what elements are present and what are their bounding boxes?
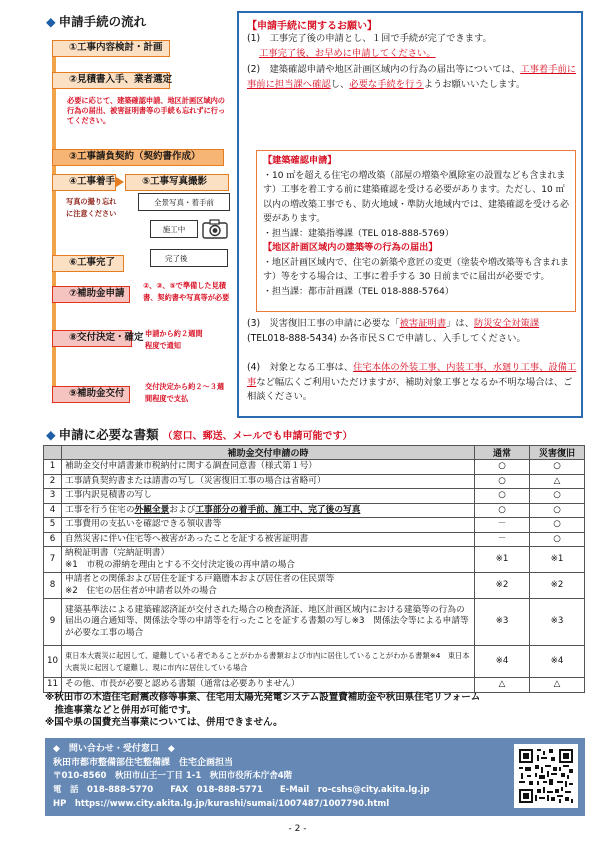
request-item-3: (3) 災害復旧工事の申請に必要な「被害証明書」は、防災安全対策課(TEL018-888-5434) か各市民ＳＣで申請し、入手してください。	[247, 318, 540, 344]
header-item: 補助金交付申請の時	[62, 446, 475, 460]
flow-note-step9: 交付決定から約２～３週間程度で支払	[145, 382, 225, 403]
table-row: 4 工事を行う住宅の外観全景および工事部分の着手前、施工中、完了後の写真 ○ ○	[44, 503, 585, 518]
table-row: 2 工事請負契約書または請書の写し（災害復旧工事の場合は省略可） ○ △	[44, 474, 585, 489]
district-plan-contact: ・担当課：都市計画課（TEL 018-888-5764）	[263, 286, 454, 297]
table-row: 5 工事費用の支払いを確認できる領収書等 － ○	[44, 518, 585, 533]
request-notice-box	[237, 11, 583, 418]
request-item-4: (4) 対象となる工事は、住宅本体の外装工事、内装工事、水廻り工事、設備工事など幅広くご利用いただけますが、補助対象工事となるか不明な場合は、ご相談ください。	[247, 362, 577, 402]
building-confirmation-heading: 【建築確認申請】	[263, 155, 337, 166]
contact-panel	[45, 738, 585, 816]
table-row: 8 申請者との関係および居住を証する戸籍謄本および居住者の住民票等 ※2 住宅の居住者が申請者以外の場合 ※2 ※2	[44, 573, 585, 599]
building-confirmation-contact: ・担当課：建築指導課（TEL 018-888-5769）	[263, 228, 454, 239]
request-item-2: (2) 建築確認申請や地区計画区域内の行為の届出等については、工事着手前に事前に担当課へ確認し、必要な手続を行うようお願いいたします。	[247, 64, 577, 90]
docs-section-title: ◆ 申請に必要な書類 （窓口、郵送、メールでも申請可能です）	[46, 427, 353, 442]
flow-step-3: ③工事請負契約（契約書作成）	[52, 149, 224, 166]
request-title: 【申請手続に関するお願い】	[247, 21, 377, 32]
table-header-row	[44, 446, 585, 460]
flow-note-step7: ②、③、⑤で準備した見積書、契約書や写真等が必要	[143, 281, 230, 302]
flow-note-step2: 必要に応じて、建築確認申請、地区計画区域内の行為の届出、被害証明書等の手続も忘れずに行ってください。	[67, 96, 226, 125]
table-row: 1 補助金交付申請書兼市税納付に関する調査同意書（様式第１号） ○ ○	[44, 460, 585, 475]
table-row: 11 その他、市長が必要と認める書類（通常は必要ありません） △ △	[44, 678, 585, 693]
header-normal: 通常	[475, 446, 530, 460]
header-disaster: 災害復旧	[530, 446, 585, 460]
photo-label-after: 完了後	[150, 249, 228, 267]
flow-note-photo: 写真の撮り忘れに注意ください	[66, 197, 117, 218]
contact-title: ◆ 問い合わせ・受付窓口 ◆	[53, 744, 175, 754]
district-plan-body: ・地区計画区域内で、住宅の新築や意匠の変更（塗装や増改築等も含まれます）等をする場合は、工事に着手する 30 日前までに届出が必要です。	[263, 257, 569, 282]
footnotes: ※秋田市の木造住宅耐震改修等事業、住宅用太陽光発電システム設置費補助金や秋田県住宅リフォーム 推進事業などと併用が可能です。 ※国や県の国費充当事業については、併用できません。	[45, 692, 481, 728]
flow-step-9: ⑨補助金交付	[52, 386, 130, 403]
flow-note-step8: 申請から約２週間程度で通知	[145, 329, 203, 350]
table-row: 6 自然災害に伴い住宅等へ被害があったことを証する被害証明書 － ○	[44, 532, 585, 547]
diamond-icon: ◆	[46, 427, 56, 442]
header-no	[44, 446, 62, 460]
contact-homepage-link[interactable]: HP https://www.city.akita.lg.jp/kurashi/sumai/1007487/1007790.html	[53, 799, 390, 809]
flow-step-2: ②見積書入手、業者選定	[52, 72, 170, 89]
table-row: 7 納税証明書（完納証明書） ※1 市税の滞納を理由とする不交付決定後の再申請の場合 ※1 ※1	[44, 547, 585, 573]
district-plan-heading: 【地区計画区域内の建築等の行為の届出】	[263, 242, 438, 253]
flow-step-6: ⑥工事完了	[52, 255, 124, 272]
table-row: 10 東日本大震災に起因して、避難している者であることがわかる書類および市内に居住していることがわかる書類※4 東日本大震災に起因して避難し、現に市内に居住している場合 ※4 ※4	[44, 646, 585, 678]
required-documents-table	[43, 445, 585, 693]
arrow-right-icon	[116, 177, 124, 187]
flow-step-7: ⑦補助金申請	[52, 286, 130, 303]
photo-label-before: 全景写真・着手前	[138, 193, 230, 211]
contact-phone-email: 電 話 018-888-5770 FAX 018-888-5771 E-Mail ro-cshs@city.akita.lg.jp	[53, 785, 430, 795]
camera-icon	[202, 219, 228, 239]
flow-step-1: ①工事内容検討・計画	[52, 40, 170, 57]
diamond-icon: ◆	[46, 14, 56, 29]
contact-department: 秋田市都市整備部住宅整備課 住宅企画担当	[53, 758, 234, 768]
flow-connector	[52, 54, 56, 400]
permit-info-box	[256, 150, 576, 312]
building-confirmation-body: ・10 ㎡を超える住宅の増改築（部屋の増築や風除室の設置なども含まれます）工事を着工する前に建築確認を受ける必要があります。ただし、10 ㎡以内の増改築工事でも、防火地域・準防火地域内では、建築確認を受ける必要があります。	[263, 170, 570, 224]
flow-step-5: ⑤工事写真撮影	[125, 174, 229, 191]
table-row: 3 工事内訳見積書の写し ○ ○	[44, 489, 585, 504]
flow-section-title: ◆ 申請手続の流れ	[46, 14, 147, 29]
flow-step-4: ④工事着手	[52, 174, 116, 191]
qr-code-icon[interactable]	[514, 744, 578, 808]
flow-step-8: ⑧交付決定・確定	[52, 330, 132, 347]
page-number: - 2 -	[288, 824, 307, 834]
request-item-1: (1) 工事完了後の申請とし、１回で手続が完了できます。 工事完了後、お早めに申請してください。	[247, 33, 492, 59]
contact-address: 〒010-8560 秋田市山王一丁目 1-1 秋田市役所本庁舎4階	[53, 771, 293, 781]
photo-label-during: 施工中	[150, 220, 198, 238]
table-row: 9 建築基準法による建築確認済証が交付された場合の検査済証、地区計画区域内における建築等の行為の届出の適合通知等、関係法令等の申請等を行ったことを証する書類の写し※3 関係法令等による申請等が必要な工事の場合 ※3 ※3	[44, 599, 585, 646]
